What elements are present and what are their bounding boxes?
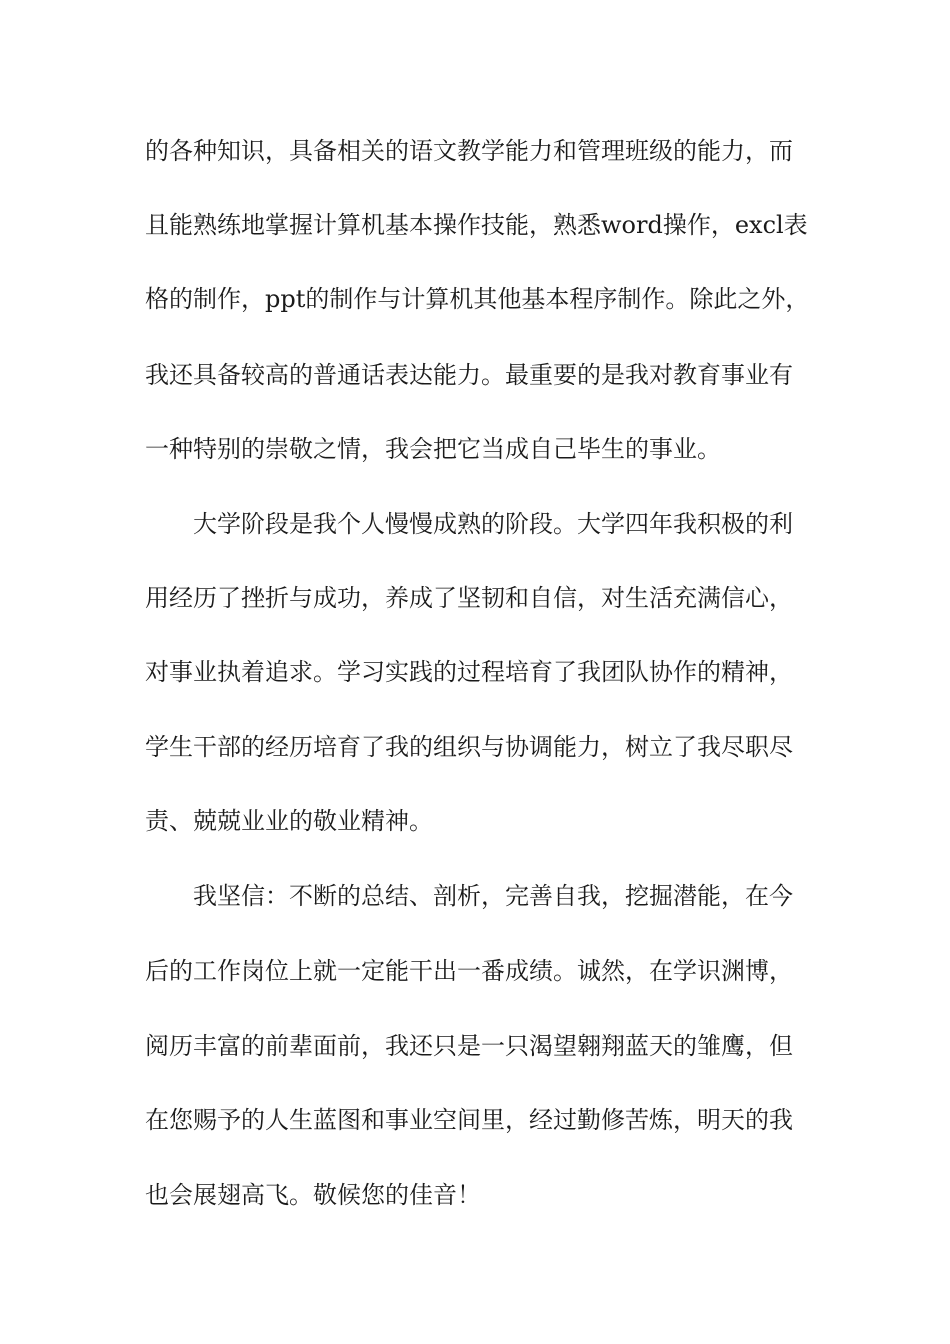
text-line: 对事业执着追求。学习实践的过程培育了我团队协作的精神，: [145, 658, 793, 686]
text-line: 后的工作岗位上就一定能干出一番成绩。诚然，在学识渊博，: [145, 957, 793, 985]
text-line: 且能熟练地掌握计算机基本操作技能，熟悉word操作，excl表: [145, 211, 808, 239]
text-line: 学生干部的经历培育了我的组织与协调能力，树立了我尽职尽: [145, 733, 793, 761]
text-line: 也会展翅高飞。敬候您的佳音！: [145, 1181, 481, 1209]
text-line: 的各种知识，具备相关的语文教学能力和管理班级的能力，而: [145, 137, 793, 165]
text-line: 我还具备较高的普通话表达能力。最重要的是我对教育事业有: [145, 361, 793, 389]
text-line: 格的制作，ppt的制作与计算机其他基本程序制作。除此之外，: [145, 285, 810, 313]
text-line: 阅历丰富的前辈面前，我还只是一只渴望翱翔蓝天的雏鹰，但: [145, 1032, 793, 1060]
text-line: 在您赐予的人生蓝图和事业空间里，经过勤修苦炼，明天的我: [145, 1106, 793, 1134]
text-line: 用经历了挫折与成功，养成了坚韧和自信，对生活充满信心，: [145, 584, 793, 612]
text-line: 责、兢兢业业的敬业精神。: [145, 807, 433, 835]
text-line: 我坚信：不断的总结、剖析，完善自我，挖掘潜能，在今: [145, 882, 793, 910]
text-line: 大学阶段是我个人慢慢成熟的阶段。大学四年我积极的利: [145, 510, 793, 538]
text-line: 一种特别的崇敬之情，我会把它当成自己毕生的事业。: [145, 435, 721, 463]
